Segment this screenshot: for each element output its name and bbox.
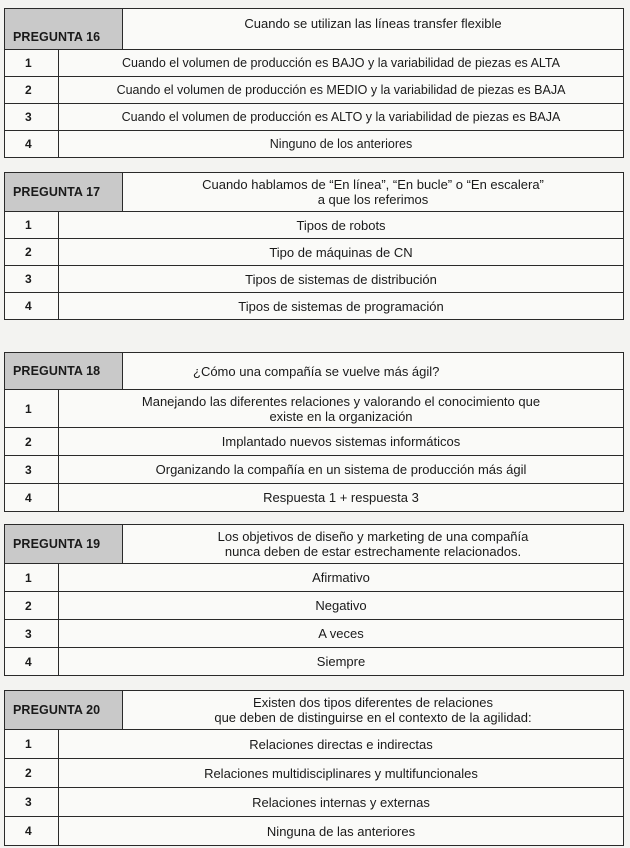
question-19-table — [4, 524, 624, 676]
answer-text: Ninguno de los anteriores — [269, 136, 413, 151]
answer-text: Organizando la compañía en un sistema de producción más ágil — [155, 462, 527, 477]
answer-text: Relaciones internas y externas — [252, 794, 430, 810]
question-label: PREGUNTA 18 — [5, 353, 123, 389]
answer-text: Tipos de sistemas de distribución — [245, 271, 437, 287]
answer-text: Respuesta 1 + respuesta 3 — [263, 490, 419, 505]
answer-row — [5, 293, 623, 319]
question-header — [5, 353, 623, 390]
answer-text: Tipos de sistemas de programación — [238, 298, 444, 314]
answer-number: 4 — [5, 131, 59, 157]
answer-number: 2 — [5, 592, 59, 619]
answer-text: Tipos de robots — [296, 217, 386, 233]
question-16-table — [4, 8, 624, 158]
answer-number: 4 — [5, 484, 59, 511]
answer-row — [5, 266, 623, 293]
question-label: PREGUNTA 17 — [5, 173, 123, 211]
answer-text: Negativo — [315, 598, 367, 613]
answer-number: 2 — [5, 239, 59, 265]
answer-row — [5, 77, 623, 104]
answer-number: 2 — [5, 77, 59, 103]
question-text: Cuando hablamos de “En línea”, “En bucle” o “En escalera” a que los referimos — [202, 177, 544, 207]
question-header — [5, 173, 623, 212]
answer-row — [5, 239, 623, 266]
answer-text: Cuando el volumen de producción es BAJO y la variabilidad de piezas es ALTA — [122, 55, 560, 70]
answer-row — [5, 788, 623, 817]
question-label: PREGUNTA 20 — [5, 691, 123, 729]
question-text: ¿Cómo una compañía se vuelve más ágil? — [193, 363, 440, 379]
question-label: PREGUNTA 16 — [5, 9, 123, 49]
answer-row — [5, 212, 623, 239]
answer-row — [5, 484, 623, 511]
answer-number: 3 — [5, 788, 59, 816]
answer-number: 2 — [5, 759, 59, 787]
answer-text: Cuando el volumen de producción es ALTO y la variabilidad de piezas es BAJA — [121, 109, 561, 124]
question-17-table — [4, 172, 624, 320]
answer-row — [5, 456, 623, 484]
answer-number: 1 — [5, 730, 59, 758]
answer-text: Relaciones directas e indirectas — [249, 736, 433, 752]
answer-row — [5, 620, 623, 648]
answer-row — [5, 648, 623, 675]
question-20-table — [4, 690, 624, 846]
answer-number: 4 — [5, 648, 59, 675]
answer-number: 1 — [5, 212, 59, 238]
answer-number: 1 — [5, 564, 59, 591]
answer-row — [5, 390, 623, 428]
answer-row — [5, 131, 623, 157]
answer-row — [5, 104, 623, 131]
question-header — [5, 691, 623, 730]
question-text: Los objetivos de diseño y marketing de una compañía nunca deben de estar estrechamente relacionados. — [217, 529, 529, 559]
question-text: Cuando se utilizan las líneas transfer flexible — [244, 16, 502, 31]
answer-text: A veces — [318, 626, 364, 641]
answer-text: Afirmativo — [312, 570, 370, 585]
answer-row — [5, 428, 623, 456]
answer-text: Implantado nuevos sistemas informáticos — [221, 434, 461, 449]
answer-row — [5, 730, 623, 759]
answer-number: 1 — [5, 50, 59, 76]
answer-number: 3 — [5, 266, 59, 292]
answer-row — [5, 592, 623, 620]
answer-number: 3 — [5, 104, 59, 130]
answer-number: 1 — [5, 390, 59, 427]
answer-row — [5, 817, 623, 845]
answer-row — [5, 759, 623, 788]
question-label: PREGUNTA 19 — [5, 525, 123, 563]
question-header — [5, 9, 623, 50]
question-header — [5, 525, 623, 564]
answer-text: Siempre — [316, 654, 366, 669]
question-18-table — [4, 352, 624, 512]
answer-number: 2 — [5, 428, 59, 455]
answer-number: 3 — [5, 456, 59, 483]
question-text: Existen dos tipos diferentes de relaciones que deben de distinguirse en el contexto de la agilidad: — [214, 695, 532, 725]
answer-text: Cuando el volumen de producción es MEDIO y la variabilidad de piezas es BAJA — [116, 82, 566, 97]
answer-text: Relaciones multidisciplinares y multifuncionales — [204, 765, 478, 781]
answer-number: 3 — [5, 620, 59, 647]
answer-text: Tipo de máquinas de CN — [269, 244, 413, 260]
answer-number: 4 — [5, 817, 59, 845]
answer-text: Manejando las diferentes relaciones y valorando el conocimiento que existe en la organización — [141, 393, 541, 424]
answer-text: Ninguna de las anteriores — [266, 823, 416, 839]
answer-row — [5, 50, 623, 77]
answer-row — [5, 564, 623, 592]
answer-number: 4 — [5, 293, 59, 319]
